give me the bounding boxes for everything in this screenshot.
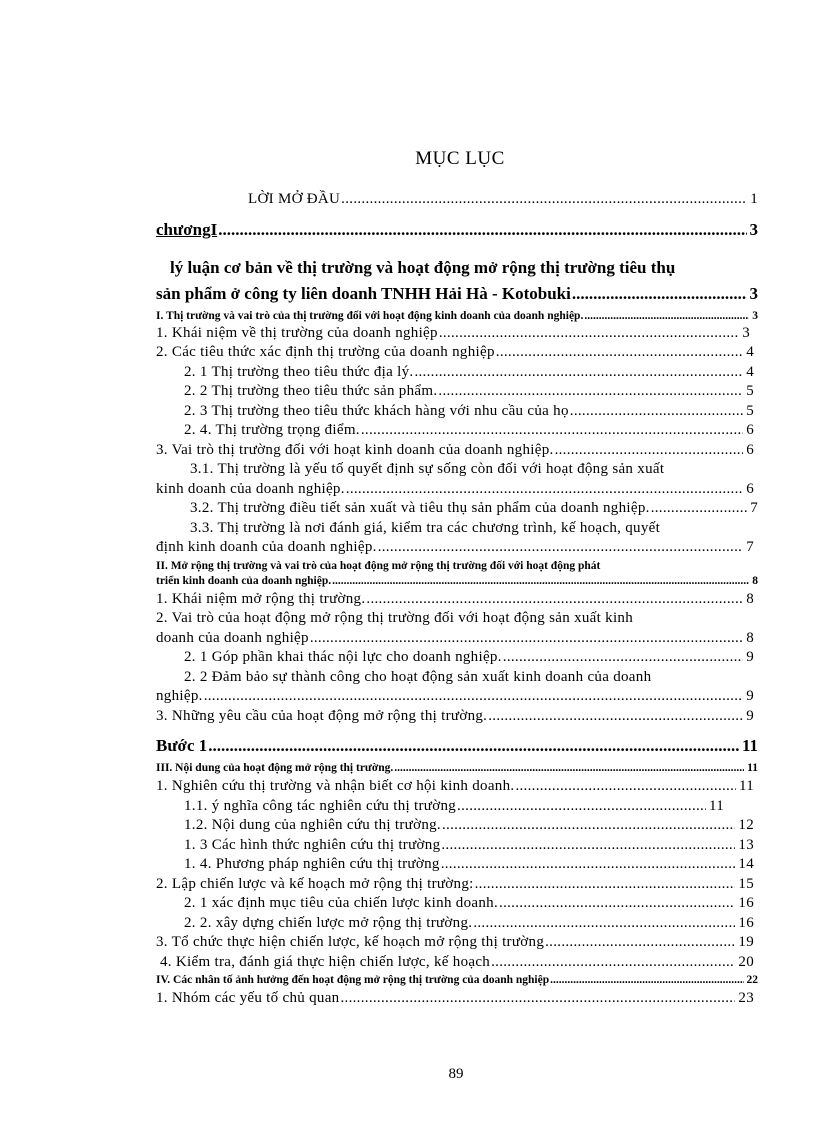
dot-leader <box>503 648 743 668</box>
toc-entry-page: 19 <box>738 934 754 950</box>
toc-entry-label: nghiệp. <box>156 688 203 704</box>
toc-entry-chapter[interactable] <box>156 735 758 757</box>
toc-entry-page: 8 <box>752 574 758 587</box>
toc-entry-label: LỜI MỞ ĐẦU <box>248 191 341 207</box>
dot-leader <box>378 538 743 558</box>
dot-leader <box>346 480 743 500</box>
toc-entry-page: 13 <box>738 836 754 853</box>
dot-leader <box>204 687 744 707</box>
dot-leader <box>488 707 743 727</box>
toc-entry[interactable] <box>156 382 758 402</box>
dot-leader <box>441 836 735 856</box>
toc-entry-label: 2. 1 xác định mục tiêu của chiến lược kinh doanh. <box>184 895 499 911</box>
dot-leader <box>341 190 747 210</box>
dot-leader <box>499 894 735 914</box>
dot-leader <box>438 382 743 402</box>
toc-entry-line: 2. 2 Đảm bảo sự thành công cho hoạt động sản xuất kinh doanh của doanh <box>184 668 652 685</box>
dot-leader <box>584 309 749 324</box>
toc-entry[interactable] <box>156 797 758 817</box>
toc-entry-page: 14 <box>738 856 754 872</box>
toc-entry-page: 8 <box>746 629 754 646</box>
dot-leader <box>550 973 743 988</box>
toc-entry[interactable] <box>156 519 758 558</box>
toc-entry[interactable] <box>156 441 758 461</box>
toc-entry-chapter[interactable] <box>156 219 758 241</box>
toc-entry-page: 9 <box>746 688 754 704</box>
toc-entry-page: 3 <box>742 324 750 341</box>
toc-entry-label: 1.1. ý nghĩa công tác nghiên cứu thị trường <box>184 797 457 814</box>
toc-entry-label: IV. Các nhân tố ảnh hưởng đến hoạt động mở rộng thị trường của doanh nghiệp <box>156 974 550 986</box>
dot-leader <box>515 777 736 797</box>
toc-entry-line: lý luận cơ bản về thị trường và hoạt động mở rộng thị trường tiêu thụ <box>170 257 676 277</box>
dot-leader <box>473 914 735 934</box>
toc-entry-label: Bước 1 <box>156 736 208 755</box>
dot-leader <box>555 441 744 461</box>
toc-entry-line: II. Mở rộng thị trường và vai trò của hoạt động mở rộng thị trường đối với hoạt động phát <box>156 559 601 572</box>
toc-entry[interactable] <box>156 609 758 648</box>
toc-entry[interactable] <box>156 953 758 973</box>
toc-entry-page: 9 <box>746 649 754 665</box>
toc-entry-page: 20 <box>738 953 754 970</box>
toc-entry-label: triển kinh doanh của doanh nghiệp. <box>156 574 332 587</box>
toc-entry-page: 1 <box>750 191 758 207</box>
page-number: 89 <box>448 1066 464 1082</box>
dot-leader <box>441 855 736 875</box>
toc-entry-page: 7 <box>746 539 754 555</box>
dot-leader <box>340 989 735 1009</box>
toc-entry-label: định kinh doanh của doanh nghiệp. <box>156 539 377 555</box>
toc-entry[interactable] <box>156 875 758 895</box>
dot-leader <box>361 421 743 441</box>
dot-leader <box>475 875 736 895</box>
toc-entry[interactable] <box>156 816 758 836</box>
dot-leader <box>491 953 735 973</box>
dot-leader <box>496 343 743 363</box>
toc-entry-label: kinh doanh của doanh nghiệp. <box>156 480 345 497</box>
toc-entry-line: 3.1. Thị trường là yếu tố quyết định sự sống còn đối với hoạt động sản xuất <box>190 461 665 477</box>
toc-entry-label: 2. 3 Thị trường theo tiêu thức khách hàng với nhu cầu của họ <box>184 402 569 419</box>
dot-leader <box>457 797 706 817</box>
toc-entry-section[interactable] <box>156 309 758 324</box>
toc-entry-page: 4 <box>746 344 754 360</box>
toc-entry[interactable] <box>156 421 758 441</box>
dot-leader <box>651 499 748 519</box>
toc-entry-section[interactable] <box>156 973 758 988</box>
toc-entry-page: 6 <box>746 422 754 438</box>
dot-leader <box>570 402 743 422</box>
toc-entry-page: 6 <box>746 480 754 497</box>
dot-leader <box>545 933 735 953</box>
toc-entry-label: 2. 4. Thị trường trọng điểm. <box>184 422 360 438</box>
dot-leader <box>218 219 746 241</box>
toc-entry[interactable] <box>156 989 758 1009</box>
dot-leader <box>414 363 743 383</box>
toc-entry[interactable] <box>156 648 758 668</box>
toc-entry-label: 1.2. Nội dung của nghiên cứu thị trường. <box>184 817 441 833</box>
toc-entry-label: sản phẩm ở công ty liên doanh TNHH Hải Hà - Kotobuki <box>156 283 571 303</box>
toc-entry-label: 1. Nghiên cứu thị trường và nhận biết cơ hội kinh doanh. <box>156 778 515 794</box>
dot-leader <box>310 629 743 649</box>
toc-entry-page: 3 <box>749 219 758 239</box>
toc-entry[interactable] <box>156 933 758 953</box>
toc-entry-page: 11 <box>708 797 724 814</box>
toc-entry[interactable] <box>156 343 758 363</box>
toc-entry-section[interactable] <box>156 761 758 776</box>
toc-entry-page: 11 <box>747 762 758 774</box>
toc-entry-page: 5 <box>746 402 754 419</box>
dot-leader <box>439 324 739 344</box>
toc-entry-page: 7 <box>750 500 758 516</box>
toc-entry-page: 9 <box>746 707 754 724</box>
table-of-contents <box>156 190 758 1009</box>
toc-entry-label: 1. Nhóm các yếu tố chủ quan <box>156 990 340 1006</box>
dot-leader <box>332 574 749 589</box>
toc-entry[interactable] <box>156 324 758 344</box>
toc-entry-label: 3. Những yêu cầu của hoạt động mở rộng thị trường. <box>156 707 488 724</box>
dot-leader <box>572 281 747 307</box>
toc-entry-page: 23 <box>738 990 754 1006</box>
toc-entry-label: 2. Các tiêu thức xác định thị trường của doanh nghiệp <box>156 344 495 360</box>
toc-entry[interactable] <box>156 363 758 383</box>
toc-entry-page: 11 <box>738 778 754 794</box>
toc-entry-page: 12 <box>738 817 754 833</box>
toc-entry-label: 3.2. Thị trường điều tiết sản xuất và tiêu thụ sản phẩm của doanh nghiệp. <box>190 500 650 516</box>
toc-entry[interactable] <box>156 590 758 610</box>
toc-entry-label: 2. 1 Thị trường theo tiêu thức địa lý. <box>184 363 414 380</box>
toc-entry-label: 2. 1 Góp phần khai thác nội lực cho doanh nghiệp. <box>184 649 502 665</box>
toc-entry-page: 3 <box>749 283 758 303</box>
toc-entry-line: 2. Vai trò của hoạt động mở rộng thị trường đối với hoạt động sản xuất kinh <box>156 610 634 626</box>
toc-entry-page: 4 <box>746 363 754 380</box>
dot-leader <box>394 761 744 776</box>
toc-entry[interactable] <box>156 855 758 875</box>
toc-entry[interactable] <box>156 668 758 707</box>
toc-entry-page: 16 <box>738 914 754 931</box>
toc-entry-label: 4. Kiểm tra, đánh giá thực hiện chiến lược, kế hoạch <box>160 953 491 970</box>
toc-entry[interactable] <box>156 707 758 727</box>
toc-entry-page: 16 <box>738 895 754 911</box>
toc-entry-label: doanh của doanh nghiệp <box>156 629 309 646</box>
toc-entry[interactable] <box>156 190 758 210</box>
toc-entry-label: 1. Khái niệm mở rộng thị trường. <box>156 590 366 607</box>
toc-entry-label: 2. 2. xây dựng chiến lược mở rộng thị trường. <box>184 914 473 931</box>
toc-entry-page: 22 <box>746 974 758 986</box>
toc-entry-label: 2. Lập chiến lược và kế hoạch mở rộng thị trường: <box>156 875 474 892</box>
toc-entry-label: I. Thị trường và vai trò của thị trường đối với hoạt động kinh doanh của doanh nghiệp. <box>156 309 584 322</box>
toc-title: MỤC LỤC <box>415 148 505 169</box>
toc-entry-label: 3. Tổ chức thực hiện chiến lược, kế hoạch mở rộng thị trường <box>156 934 545 950</box>
toc-entry-page: 5 <box>746 383 754 399</box>
toc-entry[interactable] <box>156 460 758 499</box>
toc-entry-page: 15 <box>738 875 754 892</box>
toc-entry-label: III. Nội dung của hoạt động mở rộng thị trường. <box>156 762 394 774</box>
toc-entry-label: 1. 3 Các hình thức nghiên cứu thị trường <box>184 836 441 853</box>
toc-entry-label: 1. 4. Phương pháp nghiên cứu thị trường <box>184 856 440 872</box>
toc-entry-page: 11 <box>741 736 758 755</box>
toc-entry-label: 2. 2 Thị trường theo tiêu thức sản phẩm. <box>184 383 438 399</box>
toc-entry-page: 3 <box>752 309 758 322</box>
toc-entry-label: 3. Vai trò thị trường đối với hoạt kinh doanh của doanh nghiệp. <box>156 441 554 458</box>
toc-entry-page: 8 <box>746 590 754 607</box>
toc-entry-label: 1. Khái niệm về thị trường của doanh nghiệp <box>156 324 438 341</box>
toc-entry[interactable] <box>156 499 758 519</box>
dot-leader <box>208 735 739 757</box>
toc-entry[interactable] <box>156 402 758 422</box>
toc-entry-label: chươngI <box>156 219 218 239</box>
toc-entry-chapter-title[interactable] <box>156 255 758 307</box>
toc-entry-section[interactable] <box>156 559 758 589</box>
toc-entry[interactable] <box>156 836 758 856</box>
dot-leader <box>442 816 735 836</box>
toc-entry-page: 6 <box>746 441 754 458</box>
toc-entry[interactable] <box>156 777 758 797</box>
dot-leader <box>366 590 743 610</box>
toc-entry[interactable] <box>156 894 758 914</box>
toc-entry[interactable] <box>156 914 758 934</box>
toc-entry-line: 3.3. Thị trường là nơi đánh giá, kiểm tra các chương trình, kế hoạch, quyết <box>190 519 661 536</box>
